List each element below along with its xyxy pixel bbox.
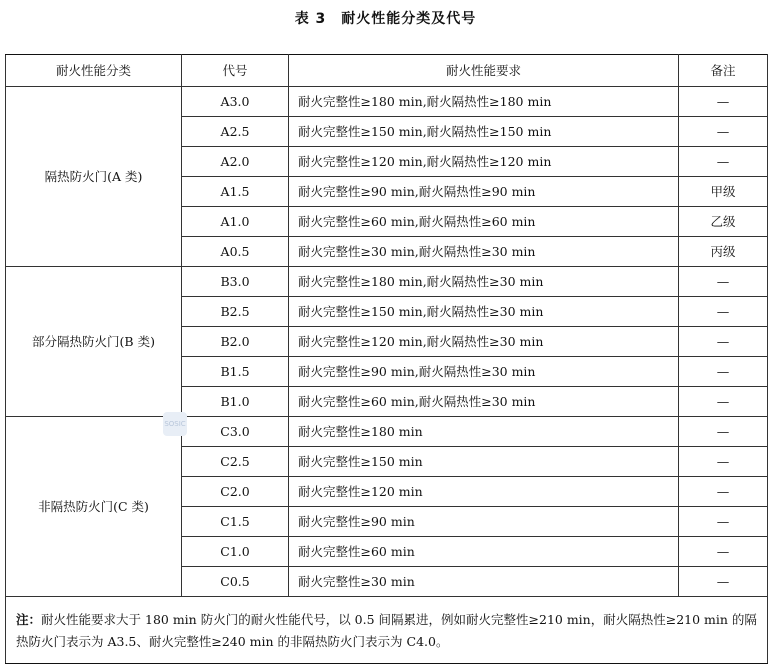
code-cell: C0.5 <box>182 567 289 597</box>
remark-cell: 乙级 <box>679 207 768 237</box>
code-cell: C3.0 <box>182 417 289 447</box>
code-cell: B2.5 <box>182 297 289 327</box>
code-cell: A2.5 <box>182 117 289 147</box>
code-cell: A1.0 <box>182 207 289 237</box>
note-row <box>6 597 768 664</box>
code-cell: A0.5 <box>182 237 289 267</box>
code-cell: B3.0 <box>182 267 289 297</box>
header-row <box>6 55 768 87</box>
code-cell: C1.0 <box>182 537 289 567</box>
requirement-cell: 耐火完整性≥60 min,耐火隔热性≥30 min <box>289 387 679 417</box>
fire-performance-table <box>5 54 768 664</box>
code-cell: C2.5 <box>182 447 289 477</box>
remark-cell: — <box>679 147 768 177</box>
table-row <box>6 417 768 447</box>
remark-cell: — <box>679 267 768 297</box>
watermark-logo: SOSIC <box>163 412 187 436</box>
remark-cell: — <box>679 417 768 447</box>
requirement-cell: 耐火完整性≥30 min,耐火隔热性≥30 min <box>289 237 679 267</box>
remark-cell: — <box>679 507 768 537</box>
requirement-cell: 耐火完整性≥120 min,耐火隔热性≥120 min <box>289 147 679 177</box>
remark-cell: — <box>679 357 768 387</box>
header-requirement: 耐火性能要求 <box>289 55 679 87</box>
note-label: 注： <box>16 611 42 627</box>
header-code: 代号 <box>182 55 289 87</box>
remark-cell: — <box>679 297 768 327</box>
remark-cell: — <box>679 87 768 117</box>
requirement-cell: 耐火完整性≥120 min <box>289 477 679 507</box>
remark-cell: — <box>679 387 768 417</box>
code-cell: C2.0 <box>182 477 289 507</box>
code-cell: A1.5 <box>182 177 289 207</box>
requirement-cell: 耐火完整性≥90 min <box>289 507 679 537</box>
classification-cell: 部分隔热防火门(B 类) <box>6 267 182 417</box>
remark-cell: — <box>679 537 768 567</box>
code-cell: B1.0 <box>182 387 289 417</box>
table-row <box>6 267 768 297</box>
requirement-cell: 耐火完整性≥120 min,耐火隔热性≥30 min <box>289 327 679 357</box>
remark-cell: 甲级 <box>679 177 768 207</box>
requirement-cell: 耐火完整性≥90 min,耐火隔热性≥90 min <box>289 177 679 207</box>
requirement-cell: 耐火完整性≥150 min,耐火隔热性≥30 min <box>289 297 679 327</box>
requirement-cell: 耐火完整性≥150 min,耐火隔热性≥150 min <box>289 117 679 147</box>
requirement-cell: 耐火完整性≥180 min,耐火隔热性≥180 min <box>289 87 679 117</box>
code-cell: B2.0 <box>182 327 289 357</box>
requirement-cell: 耐火完整性≥60 min <box>289 537 679 567</box>
table-body <box>6 87 768 597</box>
requirement-cell: 耐火完整性≥180 min,耐火隔热性≥30 min <box>289 267 679 297</box>
code-cell: C1.5 <box>182 507 289 537</box>
table-row <box>6 87 768 117</box>
classification-cell: 隔热防火门(A 类) <box>6 87 182 267</box>
code-cell: A3.0 <box>182 87 289 117</box>
remark-cell: — <box>679 567 768 597</box>
classification-cell: 非隔热防火门(C 类) <box>6 417 182 597</box>
remark-cell: 丙级 <box>679 237 768 267</box>
remark-cell: — <box>679 117 768 147</box>
code-cell: A2.0 <box>182 147 289 177</box>
code-cell: B1.5 <box>182 357 289 387</box>
table-note <box>6 597 768 664</box>
requirement-cell: 耐火完整性≥30 min <box>289 567 679 597</box>
remark-cell: — <box>679 477 768 507</box>
header-classification: 耐火性能分类 <box>6 55 182 87</box>
requirement-cell: 耐火完整性≥180 min <box>289 417 679 447</box>
requirement-cell: 耐火完整性≥150 min <box>289 447 679 477</box>
remark-cell: — <box>679 327 768 357</box>
note-text: 耐火性能要求大于 180 min 防火门的耐火性能代号，以 0.5 间隔累进，例如耐火完整性≥210 min，耐火隔热性≥210 min 的隔热防火门表示为 A3.5、耐火完整性≥240 min 的非隔热防火门表示为 C4.0。 <box>16 611 757 649</box>
remark-cell: — <box>679 447 768 477</box>
header-remark: 备注 <box>679 55 768 87</box>
requirement-cell: 耐火完整性≥60 min,耐火隔热性≥60 min <box>289 207 679 237</box>
requirement-cell: 耐火完整性≥90 min,耐火隔热性≥30 min <box>289 357 679 387</box>
table-title: 表 3 耐火性能分类及代号 <box>294 11 477 27</box>
